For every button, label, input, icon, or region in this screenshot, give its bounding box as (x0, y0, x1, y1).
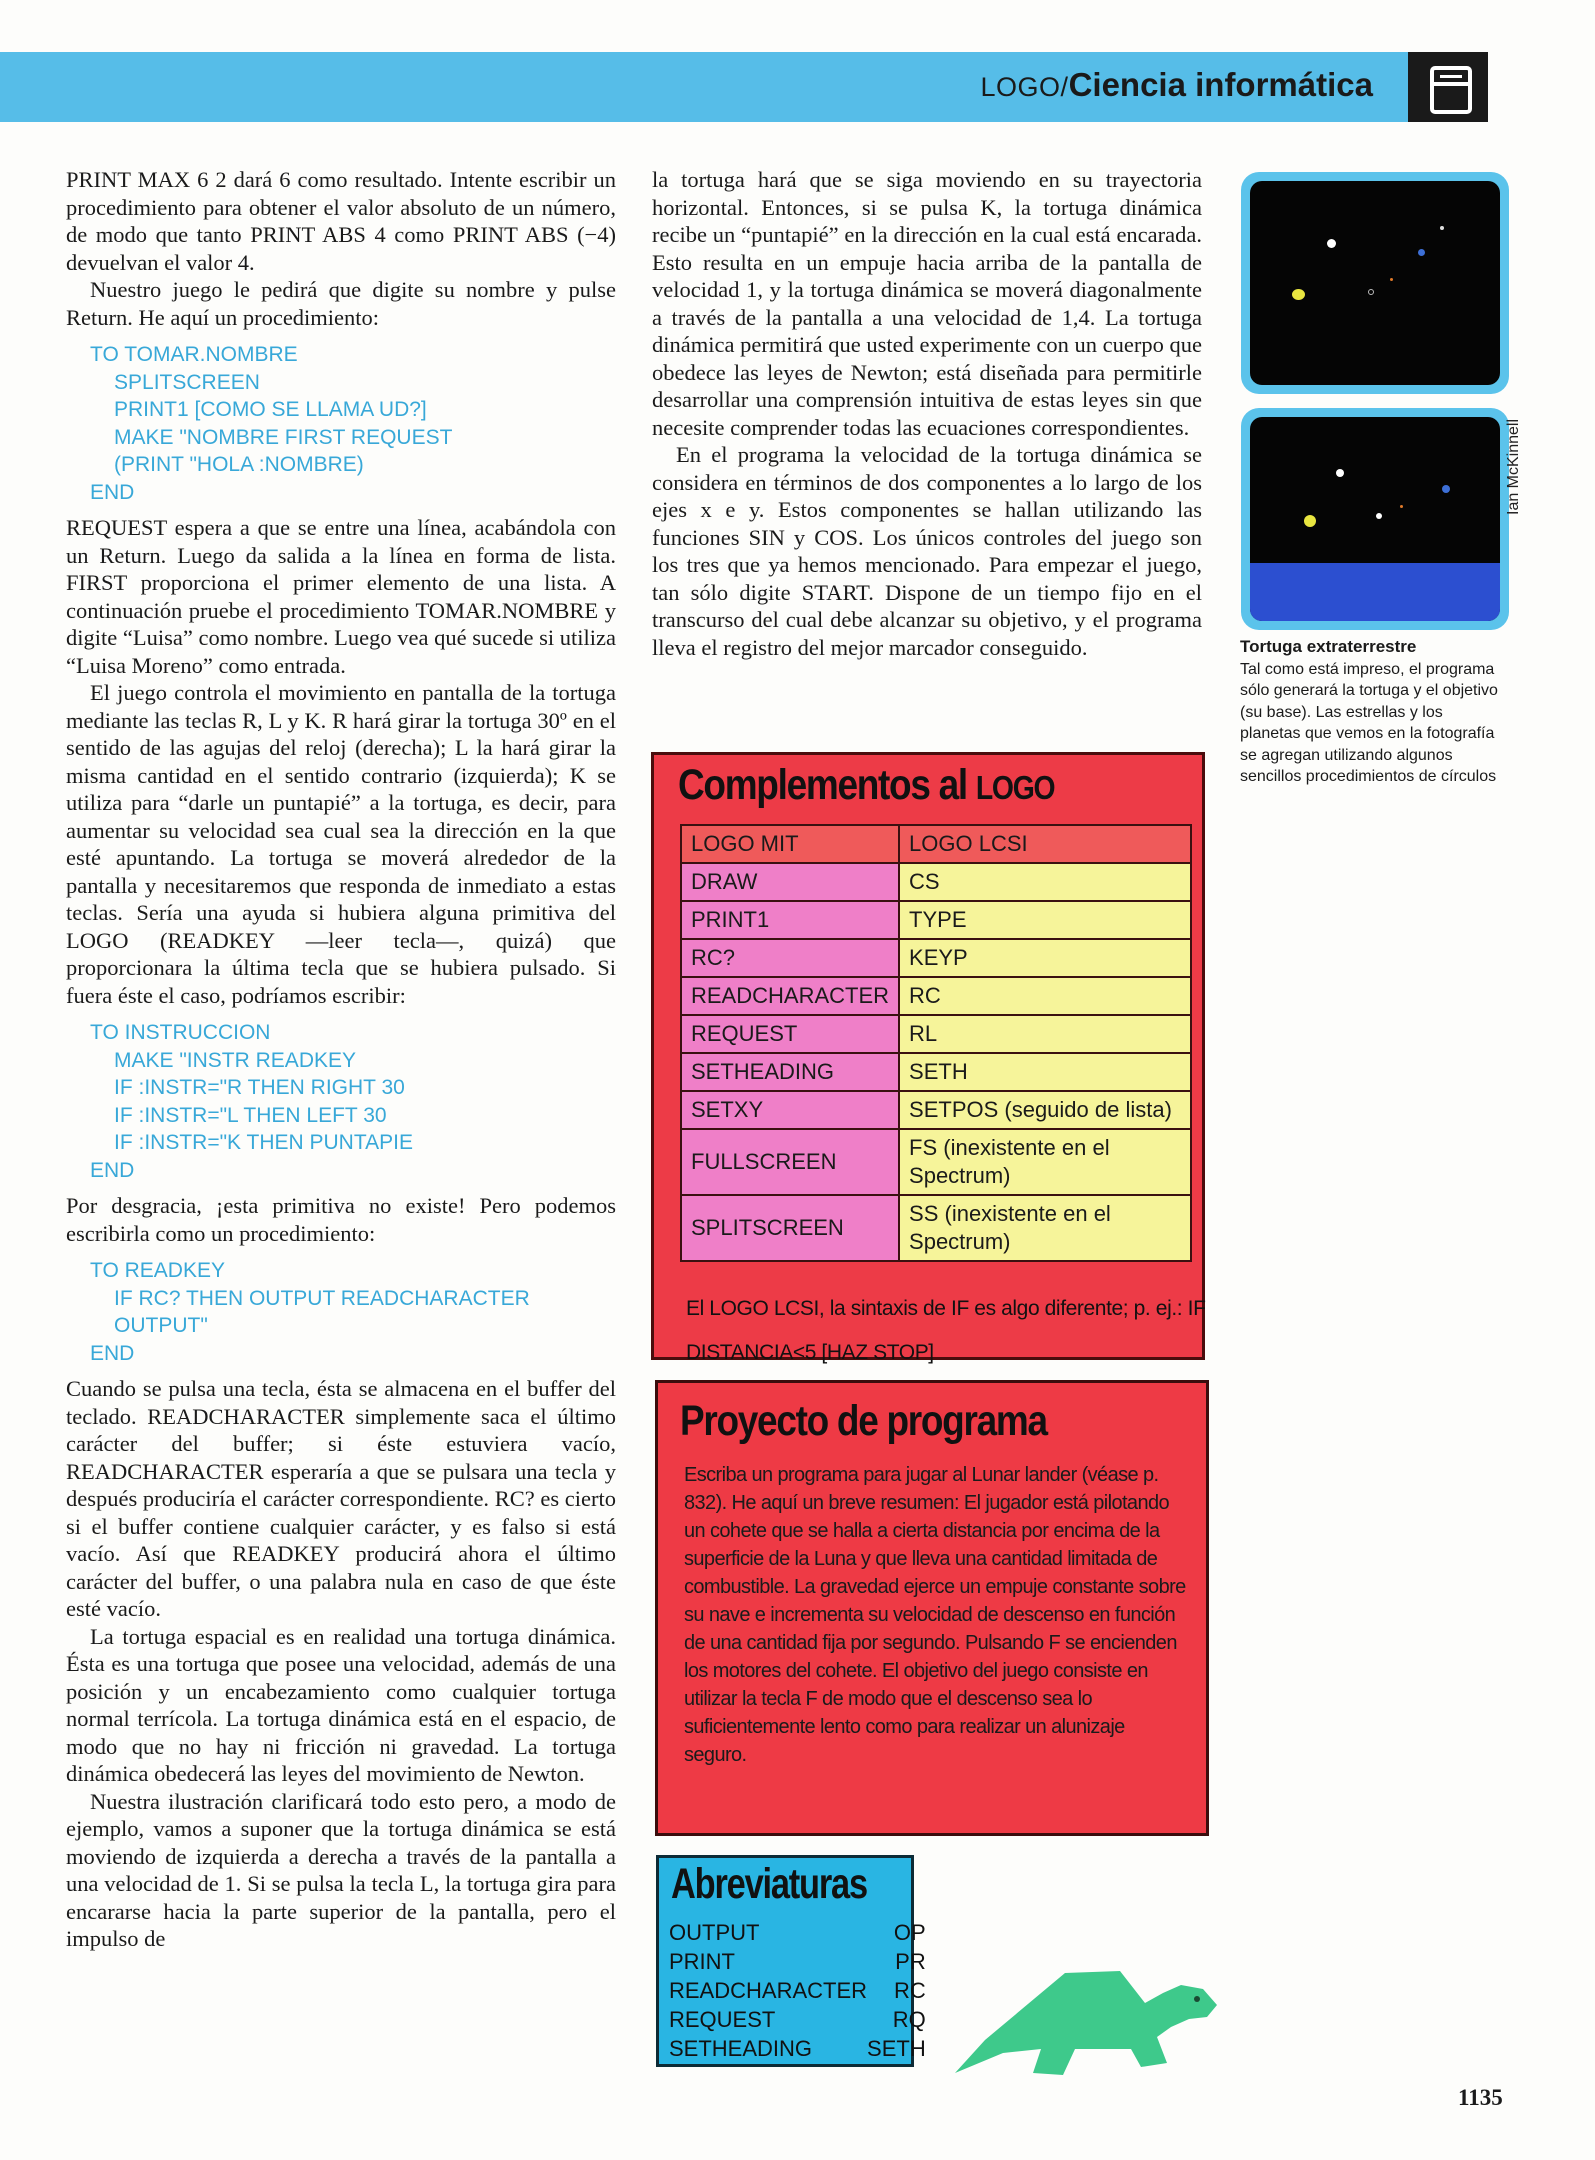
code-line: END (90, 480, 135, 504)
code-line: OUTPUT" (114, 1314, 208, 1337)
code-line: IF RC? THEN OUTPUT READCHARACTER (114, 1286, 530, 1310)
planet (1327, 239, 1336, 248)
complementos-title: Complementos al LOGO (678, 761, 1055, 809)
complementos-table (680, 824, 1192, 1262)
table-row: OUTPUT OP (669, 1920, 926, 1945)
photo-credit: Ian McKinnell (1505, 418, 1522, 515)
paragraph: PRINT MAX 6 2 dará 6 como resultado. Intente escribir un procedimiento para obtener el valor absoluto de un número, de modo que tanto PRINT ABS 4 como PRINT ABS (−4) devuelvan el valor 4. (66, 167, 616, 275)
star (1400, 505, 1403, 508)
code-block (66, 1019, 616, 1184)
paragraph: El juego controla el movimiento en pantalla de la tortuga mediante las teclas R, L y K. R hará girar la tortuga 30º en el sentido de las agujas del reloj (derecha); L la hará girar la misma cantidad en el sentido contrario (izquierda); K se utiliza para “darle un puntapié” a la tortuga, es decir, para aumentar su velocidad sea cual sea la dirección en la que esté apuntando. La tortuga se moverá alrededor de la pantalla y necesitaremos que responda de inmediato a estas teclas. Sería una ayuda si hubiera alguna primitiva del LOGO (READKEY —leer tecla—, quizá) que proporcionara la última tecla que se hubiera pulsado. Si fuera éste el caso, podríamos escribir: (66, 680, 616, 1008)
code-block (66, 341, 616, 506)
paragraph: Cuando se pulsa una tecla, ésta se almacena en el buffer del teclado. READCHARACTER simplemente saca el último carácter del buffer; si éste estuviera vacío, READCHARACTER esperaría a que se pulsara una tecla y después produciría el carácter correspondiente. RC? es cierto si el buffer contiene cualquier carácter, y es falso si está vacío. Así que READKEY producirá ahora el último carácter del buffer, o una palabra nula en caso de que éste esté vacío. (66, 1376, 616, 1621)
title-prefix: LOGO/ (980, 72, 1069, 102)
code-line: TO TOMAR.NOMBRE (90, 343, 298, 366)
paragraph: La tortuga espacial es en realidad una tortuga dinámica. Ésta es una tortuga que posee una velocidad, además de una posición y un encabezamiento como cualquier tortuga normal terrícola. La tortuga dinámica está en el espacio, de modo que no hay ni fricción ni gravedad. La tortuga dinámica obedecerá las leyes del movimiento de Newton. (66, 1623, 616, 1786)
paragraph: Por desgracia, ¡esta primitiva no existe! Pero podemos escribirla como un procedimiento: (66, 1193, 616, 1246)
code-line: PRINT1 [COMO SE LLAMA UD?] (114, 398, 427, 421)
abreviaturas-table (669, 1918, 926, 2063)
planet (1292, 289, 1305, 300)
crt-display (1250, 181, 1500, 385)
table-row: READCHARACTER RC (681, 977, 1191, 1015)
code-line: END (90, 1158, 135, 1182)
title-text: Ciencia informática (1068, 66, 1373, 103)
star (1368, 289, 1374, 295)
code-line: TO INSTRUCCION (90, 1021, 271, 1044)
table-row: READCHARACTER RC (669, 1978, 926, 2003)
star (1390, 278, 1393, 281)
proyecto-title: Proyecto de programa (680, 1397, 1047, 1445)
text-window (1250, 563, 1500, 621)
paragraph: la tortuga hará que se siga moviendo en su trayectoria horizontal. Entonces, si se pulsa K, la tortuga dinámica recibe un “puntapié” en la dirección en la cual está encarada. Esto resulta en un empuje hacia arriba de la pantalla de velocidad 1, y la tortuga dinámica se moverá diagonalmente a través de la pantalla a una velocidad de 1,4. La tortuga dinámica permitirá que usted experimente con un cuerpo que obedece las leyes de Newton; está diseñada para permitirle desarrollar una comprensión intuitiva de estas leyes sin que necesite comprender todas las ecuaciones correspondientes. (652, 167, 1202, 440)
crt-display (1250, 417, 1500, 621)
table-row: PRINT1 TYPE (681, 901, 1191, 939)
page-number: 1135 (1458, 2085, 1503, 2110)
table-row: REQUEST RQ (669, 2007, 926, 2032)
code-block (66, 1257, 616, 1367)
table-row: SETHEADING SETH (681, 1053, 1191, 1091)
caption-title: Tortuga extraterrestre (1240, 637, 1417, 656)
table-row: DRAW CS (681, 863, 1191, 901)
space-screenshot-2 (1241, 408, 1509, 630)
abreviaturas-box (656, 1855, 926, 2067)
complementos-note: El LOGO LCSI, la sintaxis de IF es algo diferente; p. ej.: IF DISTANCIA<5 [HAZ STOP] (686, 1297, 1206, 1364)
code-line: SPLITSCREEN (114, 370, 260, 394)
table-row: PRINT PR (669, 1949, 926, 1974)
code-line: MAKE "NOMBRE FIRST REQUEST (114, 425, 453, 449)
paragraph: Nuestro juego le pedirá que digite su nombre y pulse Return. He aquí un procedimiento: (66, 277, 616, 330)
code-line: MAKE "INSTR READKEY (114, 1048, 357, 1072)
table-header-row (681, 825, 1191, 863)
paragraph: Nuestra ilustración clarificará todo esto pero, a modo de ejemplo, vamos a suponer que la tortuga dinámica se está moviendo de izquierda a derecha a través de la pantalla a una velocidad de 1. Si se pulsa la tecla L, la tortuga gira para encararse hacia la parte superior de la pantalla, pero el impulso de (66, 1788, 616, 1951)
paragraph: En el programa la velocidad de la tortuga dinámica se considera en términos de dos componentes a lo largo de los ejes x e y. Estos componentes se hallan utilizando las funciones SIN y COS. Los únicos controles del juego son los tres que ya hemos mencionado. Para empezar el juego, tan sólo digite START. Dispone de un tiempo fijo en el transcurso del cual debe alcanzar su objetivo, y el programa lleva el registro del mejor marcador conseguido. (652, 442, 1202, 660)
page-title (981, 66, 1373, 104)
planet (1442, 485, 1450, 493)
turtle-icon (945, 1945, 1225, 2085)
table-row: RC? KEYP (681, 939, 1191, 977)
planet (1304, 515, 1316, 527)
caption-text: Tal como está impreso, el programa sólo generará la tortuga y el objetivo (su base). Las estrellas y los planetas que vemos en la fotografía se agregan utilizando algunos sencillos procedimientos de círculos (1240, 660, 1498, 785)
middle-column (652, 166, 1202, 661)
code-line: IF :INSTR="K THEN PUNTAPIE (114, 1131, 413, 1154)
proyecto-body: Escriba un programa para jugar al Lunar lander (véase p. 832). He aquí un breve resumen: El jugador está pilotando un cohete que se halla a cierta distancia por encima de la superficie de la Luna y que lleva una cantidad limitada de combustible. La gravedad ejerce un empuje constante sobre su nave e incrementa su velocidad de descenso en función de una cantidad fija por segundo. Pulsando F se encienden los motores del cohete. El objetivo del juego consiste en utilizar la tecla F de modo que el descenso sea lo suficientemente lento como para realizar un alunizaje seguro. (684, 1464, 1186, 1766)
code-line: IF :INSTR="L THEN LEFT 30 (114, 1103, 387, 1127)
photo-caption (1240, 636, 1500, 788)
space-screenshot-1 (1241, 172, 1509, 394)
code-line: (PRINT "HOLA :NOMBRE) (114, 453, 364, 476)
left-column (66, 166, 616, 1953)
code-line: TO READKEY (90, 1259, 225, 1282)
table-row: SETHEADING SETH (669, 2036, 926, 2061)
star (1376, 513, 1382, 519)
code-line: IF :INSTR="R THEN RIGHT 30 (114, 1076, 405, 1099)
proyecto-box (655, 1380, 1209, 1836)
abreviaturas-title: Abreviaturas (671, 1860, 867, 1908)
paragraph: REQUEST espera a que se entre una línea, acabándola con un Return. Luego da salida a la línea en forma de lista. FIRST proporciona el primer elemento de una lista. A continuación pruebe el procedimiento TOMAR.NOMBRE y digite “Luisa” como nombre. Luego vea qué sucede si utiliza “Luisa Moreno” como entrada. (66, 515, 616, 678)
turtle-marker (1440, 226, 1444, 230)
table-header: LOGO MIT (681, 825, 899, 863)
table-row: SPLITSCREEN SS (inexistente en el Spectrum) (681, 1195, 1191, 1261)
planet (1418, 249, 1425, 256)
table-header: LOGO LCSI (899, 825, 1191, 863)
table-row: SETXY SETPOS (seguido de lista) (681, 1091, 1191, 1129)
table-row: FULLSCREEN FS (inexistente en el Spectrum) (681, 1129, 1191, 1195)
complementos-box (651, 752, 1206, 1364)
code-line: END (90, 1341, 135, 1365)
computer-card-icon (1408, 52, 1488, 122)
table-row: REQUEST RL (681, 1015, 1191, 1053)
planet (1336, 469, 1344, 477)
